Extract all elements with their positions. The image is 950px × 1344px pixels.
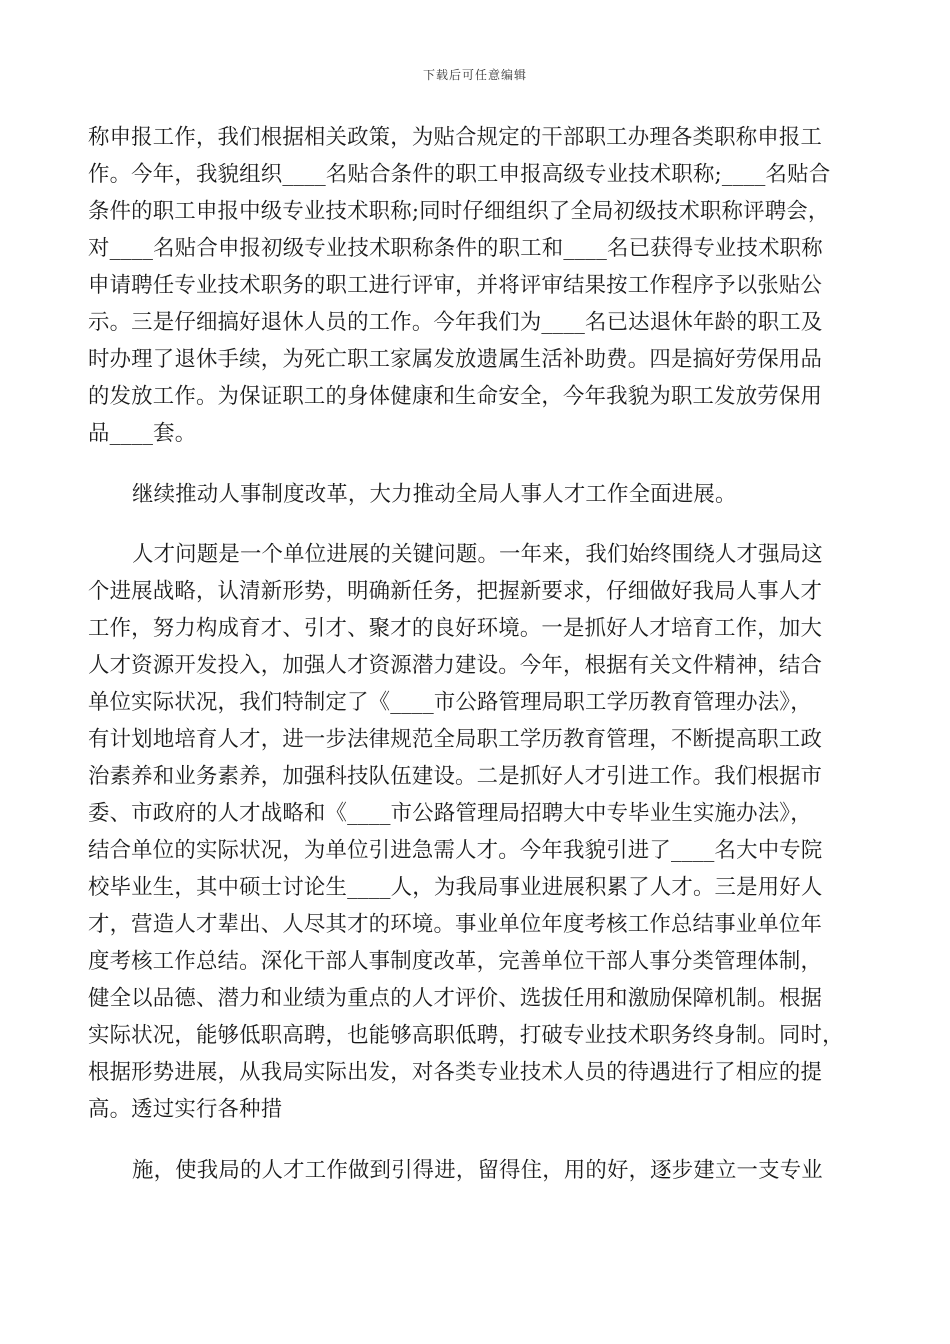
paragraph-line: 高。透过实行各种措 — [88, 1097, 283, 1122]
paragraph-line: 根据形势进展，从我局实际出发，对各类专业技术人员的待遇进行了相应的提 — [88, 1060, 823, 1085]
paragraph-line: 才，营造人才辈出、人尽其才的环境。事业单位年度考核工作总结事业单位年 — [88, 912, 823, 937]
paragraph-line: 度考核工作总结。深化干部人事制度改革，完善单位干部人事分类管理体制， — [88, 949, 823, 974]
paragraph-line: 单位实际状况，我们特制定了《____市公路管理局职工学历教育管理办法》， — [88, 690, 812, 715]
paragraph-line: 的发放工作。为保证职工的身体健康和生命安全，今年我貌为职工发放劳保用 — [88, 384, 823, 409]
paragraph-line: 品____套。 — [88, 421, 197, 446]
paragraph-line: 工作，努力构成育才、引才、聚才的良好环境。一是抓好人才培育工作，加大 — [88, 616, 823, 641]
paragraph-line: 作。今年，我貌组织____名贴合条件的职工申报高级专业技术职称;____名贴合 — [88, 162, 831, 187]
paragraph-line: 人才资源开发投入，加强人才资源潜力建设。今年，根据有关文件精神，结合 — [88, 653, 823, 678]
paragraph-line: 时办理了退休手续，为死亡职工家属发放遗属生活补助费。四是搞好劳保用品 — [88, 347, 823, 372]
paragraph-line: 治素养和业务素养，加强科技队伍建设。二是抓好人才引进工作。我们根据市 — [88, 764, 823, 789]
paragraph-line: 申请聘任专业技术职务的职工进行评审，并将评审结果按工作程序予以张贴公 — [88, 273, 823, 298]
paragraph-line: 人才问题是一个单位进展的关键问题。一年来，我们始终围绕人才强局这 — [132, 542, 823, 567]
paragraph-line: 施，使我局的人才工作做到引得进，留得住，用的好，逐步建立一支专业 — [132, 1158, 823, 1183]
paragraph-line: 结合单位的实际状况，为单位引进急需人才。今年我貌引进了____名大中专院 — [88, 838, 823, 863]
paragraph-line: 实际状况，能够低职高聘，也能够高职低聘，打破专业技术职务终身制。同时， — [88, 1023, 844, 1048]
paragraph-line: 有计划地培育人才，进一步法律规范全局职工学历教育管理，不断提高职工政 — [88, 727, 823, 752]
paragraph-line: 委、市政府的人才战略和《____市公路管理局招聘大中专毕业生实施办法》， — [88, 801, 812, 826]
paragraph-line: 校毕业生，其中硕士讨论生____人，为我局事业进展积累了人才。三是用好人 — [88, 875, 823, 900]
section-heading: 继续推动人事制度改革，大力推动全局人事人才工作全面进展。 — [132, 482, 737, 507]
paragraph-line: 健全以品德、潜力和业绩为重点的人才评价、选拔任用和激励保障机制。根据 — [88, 986, 823, 1011]
header-note: 下载后可任意编辑 — [422, 68, 527, 82]
paragraph-line: 条件的职工申报中级专业技术职称;同时仔细组织了全局初级技术职称评聘会， — [88, 199, 830, 224]
paragraph-line: 示。三是仔细搞好退休人员的工作。今年我们为____名已达退休年龄的职工及 — [88, 310, 823, 335]
paragraph-line: 对____名贴合申报初级专业技术职称条件的职工和____名已获得专业技术职称 — [88, 236, 823, 261]
paragraph-line: 称申报工作，我们根据相关政策，为贴合规定的干部职工办理各类职称申报工 — [88, 125, 823, 150]
paragraph-line: 个进展战略，认清新形势，明确新任务，把握新要求，仔细做好我局人事人才 — [88, 579, 823, 604]
